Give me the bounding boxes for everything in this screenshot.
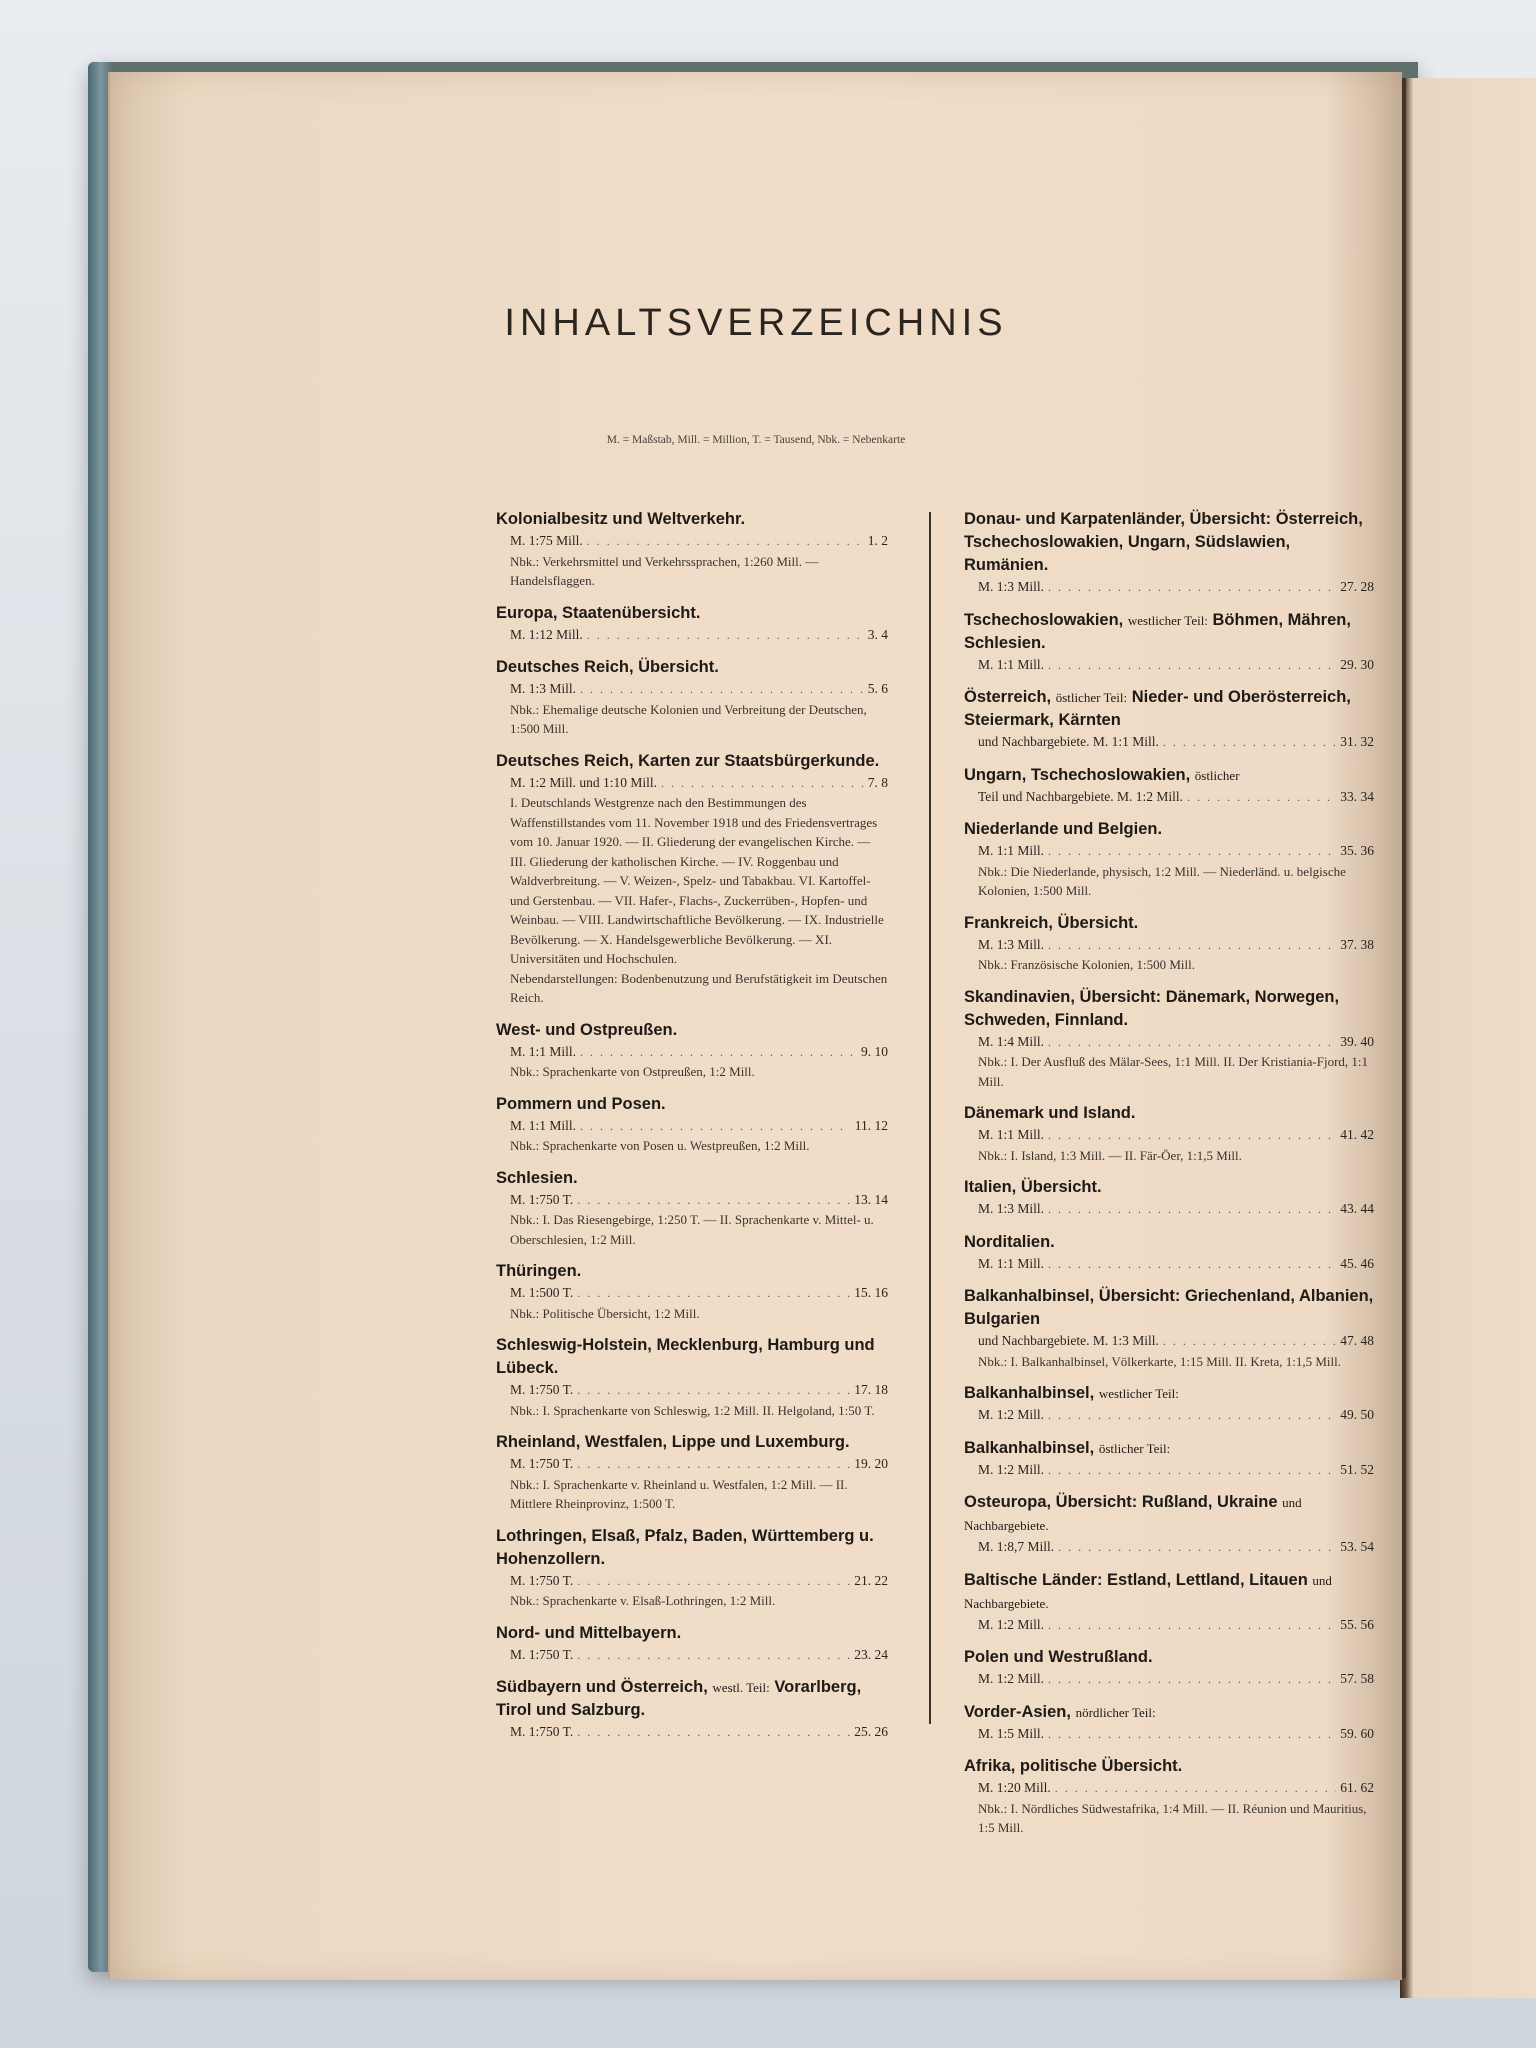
entry-heading xyxy=(964,1646,1374,1669)
entry-heading xyxy=(496,1525,888,1571)
entry-title-note: westlicher Teil: xyxy=(1098,1386,1179,1401)
entry-scale: M. 1:750 T. xyxy=(510,1191,574,1207)
entry-page-numbers: 11. 12 xyxy=(854,1117,888,1133)
entry-heading xyxy=(964,1491,1374,1537)
dot-leader xyxy=(1055,1778,1336,1799)
dot-leader xyxy=(577,1645,850,1666)
entry-scale-line xyxy=(496,773,888,794)
entry-heading xyxy=(496,508,888,531)
entry-scale-line xyxy=(496,1116,888,1137)
entry-scale-line xyxy=(964,1460,1374,1481)
entry-scale-line xyxy=(964,577,1374,598)
entry-heading xyxy=(496,1334,888,1380)
entry-scale-line xyxy=(964,1199,1374,1220)
toc-entry xyxy=(496,1167,888,1250)
entry-scale: M. 1:750 T. xyxy=(510,1646,574,1662)
dot-leader xyxy=(1048,1125,1336,1146)
toc-entry xyxy=(496,1622,888,1666)
entry-scale-line xyxy=(496,1283,888,1304)
entry-scale-line xyxy=(496,1571,888,1592)
toc-entry xyxy=(496,508,888,591)
entry-title: Deutsches Reich, Übersicht. xyxy=(496,658,719,676)
entry-title-note: westl. Teil: xyxy=(712,1680,770,1695)
dot-leader xyxy=(1048,841,1336,862)
entry-page-numbers: 49. 50 xyxy=(1340,1407,1374,1422)
entry-scale: M. 1:3 Mill. xyxy=(510,681,577,696)
toc-entry xyxy=(964,912,1374,975)
toc-entry xyxy=(964,508,1374,598)
entry-subsidiary-maps: Nbk.: Verkehrsmittel und Verkehrssprachen, 1:260 Mill. — Handelsflaggen. xyxy=(510,553,819,588)
entry-title-note: und Nachbargebiete. xyxy=(964,1495,1302,1533)
entry-heading xyxy=(964,986,1374,1032)
entry-page-numbers: 7. 8 xyxy=(867,774,888,790)
toc-entry xyxy=(964,986,1374,1092)
entry-scale-line xyxy=(964,935,1374,956)
entry-title: Tschechoslowakien, xyxy=(964,610,1124,629)
entry-title: Pommern und Posen. xyxy=(496,1094,666,1113)
toc-entry xyxy=(496,1260,888,1323)
entry-scale: M. 1:750 T. xyxy=(510,1456,574,1471)
entry-scale: M. 1:3 Mill. xyxy=(978,936,1045,952)
toc-entry xyxy=(964,764,1374,808)
entry-scale-line xyxy=(496,1380,888,1401)
page-title: INHALTSVERZEICHNIS xyxy=(504,302,1008,344)
entry-page-numbers: 17. 18 xyxy=(854,1382,888,1397)
entry-scale-line xyxy=(496,531,888,552)
entry-scale-line xyxy=(964,787,1374,808)
entry-subsidiary-maps: Nbk.: Französische Kolonien, 1:500 Mill. xyxy=(978,957,1196,972)
entry-scale-line xyxy=(964,1331,1374,1352)
entry-page-numbers: 31. 32 xyxy=(1340,734,1374,749)
toc-entry xyxy=(964,1231,1374,1275)
entry-heading xyxy=(496,656,888,679)
entry-title: Dänemark und Island. xyxy=(964,1104,1136,1122)
toc-entry xyxy=(964,818,1374,901)
entry-scale-line xyxy=(964,1537,1374,1558)
entry-title: Frankreich, Übersicht. xyxy=(964,913,1139,932)
entry-title-note: östlicher Teil: xyxy=(1098,1440,1171,1456)
entry-heading xyxy=(496,1622,888,1645)
entry-page-numbers: 53. 54 xyxy=(1340,1539,1374,1554)
entry-subsidiary-maps: I. Deutschlands Westgrenze nach den Bestimmungen des Waffenstillstandes vom 11. November 1918 und des Friedensvertrages vom 10. Januar 1920. — II. Gliederung der evangelischen Kirche. — III. Gliederung der katholischen Kirche. — IV. Roggenbau und Waldverbreitung. — V. Weizen-, Spelz- und Tabakbau. VI. Kartoffel- und Gerstenbau. — VII. Hafer-, Flachs-, Zuckerrüben-, Hopfen- und Weinbau. — VIII. Landwirtschaftliche Bevölkerung. — IX. Industrielle Bevölkerung. — X. Handelsgewerbliche Bevölkerung. — XI. Universitäten und Hochschulen. xyxy=(510,795,884,966)
entry-additional-maps: Nebendarstellungen: Bodenbenutzung und Berufstätigkeit im Deutschen Reich. xyxy=(510,970,888,1005)
entry-page-numbers: 29. 30 xyxy=(1340,656,1374,672)
entry-page-numbers: 5. 6 xyxy=(867,681,888,696)
entry-scale-line xyxy=(496,1042,888,1063)
toc-entry xyxy=(496,1431,888,1514)
entry-scale: M. 1:1 Mill. xyxy=(978,1127,1045,1142)
entry-heading xyxy=(496,1019,888,1042)
toc-entry xyxy=(964,1102,1374,1165)
entry-title: Vorder-Asien, xyxy=(964,1702,1071,1721)
entry-page-numbers: 59. 60 xyxy=(1340,1725,1374,1741)
toc-entry xyxy=(964,1382,1374,1426)
entry-scale: M. 1:1 Mill. xyxy=(510,1043,577,1059)
entry-heading xyxy=(964,1437,1374,1460)
entry-page-numbers: 37. 38 xyxy=(1340,936,1374,952)
entry-title: Afrika, politische Übersicht. xyxy=(964,1757,1183,1775)
toc-entry xyxy=(964,1701,1374,1745)
entry-heading xyxy=(964,764,1374,787)
entry-title: Schleswig-Holstein, Mecklenburg, Hamburg und Lübeck. xyxy=(496,1336,875,1377)
entry-subsidiary-maps: Nbk.: I. Das Riesengebirge, 1:250 T. — II. Sprachenkarte v. Mittel- u. Oberschlesien, 1:2 Mill. xyxy=(510,1212,874,1247)
entry-subsidiary-maps: Nbk.: I. Island, 1:3 Mill. — II. Fär-Öer, 1:1,5 Mill. xyxy=(978,1147,1242,1163)
entry-scale: M. 1:500 T. xyxy=(510,1285,574,1300)
entry-page-numbers: 43. 44 xyxy=(1340,1201,1374,1216)
dot-leader xyxy=(1048,935,1336,956)
dot-leader xyxy=(577,1722,850,1743)
entry-scale: M. 1:2 Mill. xyxy=(978,1671,1045,1686)
entry-title: Ungarn, Tschechoslowakien, xyxy=(964,765,1191,784)
entry-scale-line xyxy=(964,1669,1374,1690)
dot-leader xyxy=(1048,1405,1336,1426)
entry-scale-line xyxy=(964,1615,1374,1636)
dot-leader xyxy=(577,1380,850,1401)
toc-entry xyxy=(964,1755,1374,1838)
entry-scale-line xyxy=(964,1724,1374,1745)
entry-title-note: westlicher Teil: xyxy=(1127,612,1208,628)
dot-leader xyxy=(577,1283,850,1304)
entry-scale-line xyxy=(964,1778,1374,1799)
entry-scale: M. 1:3 Mill. xyxy=(978,1201,1045,1216)
entry-title: Skandinavien, Übersicht: Dänemark, Norwegen, Schweden, Finnland. xyxy=(964,987,1340,1029)
entry-scale: M. 1:750 T. xyxy=(510,1724,574,1739)
entry-subsidiary-maps: Nbk.: Die Niederlande, physisch, 1:2 Mill. — Niederländ. u. belgische Kolonien, 1:500 Mill. xyxy=(978,863,1346,898)
entry-heading xyxy=(964,1701,1374,1724)
entry-scale-line xyxy=(496,1645,888,1666)
toc-entry xyxy=(496,656,888,739)
facing-page xyxy=(1400,78,1536,1998)
toc-entry xyxy=(496,602,888,646)
dot-leader xyxy=(1163,1331,1336,1352)
entry-scale: M. 1:1 Mill. xyxy=(978,656,1045,672)
toc-entry xyxy=(496,1525,888,1611)
entry-page-numbers: 57. 58 xyxy=(1340,1671,1374,1686)
entry-scale-line xyxy=(964,732,1374,753)
dot-leader xyxy=(1048,577,1336,598)
dot-leader xyxy=(661,773,864,794)
entry-heading xyxy=(964,1231,1374,1254)
entry-scale: M. 1:750 T. xyxy=(510,1572,574,1588)
toc-entry xyxy=(964,1569,1374,1636)
entry-page-numbers: 25. 26 xyxy=(854,1724,888,1739)
contents-page xyxy=(108,72,1402,1980)
entry-scale-line xyxy=(964,1254,1374,1275)
entry-title: Italien, Übersicht. xyxy=(964,1178,1102,1196)
entry-scale: M. 1:20 Mill. xyxy=(978,1780,1051,1795)
entry-page-numbers: 19. 20 xyxy=(854,1456,888,1471)
entry-title: Norditalien. xyxy=(964,1232,1055,1251)
toc-entry xyxy=(964,1437,1374,1481)
toc-entry xyxy=(496,750,888,1008)
entry-page-numbers: 39. 40 xyxy=(1340,1033,1374,1049)
dot-leader xyxy=(1163,732,1336,753)
left-column xyxy=(496,508,888,1754)
entry-page-numbers: 1. 2 xyxy=(867,533,888,548)
entry-scale-line xyxy=(964,655,1374,676)
entry-scale: M. 1:5 Mill. xyxy=(978,1725,1045,1741)
entry-page-numbers: 55. 56 xyxy=(1340,1616,1374,1632)
entry-scale: und Nachbargebiete. M. 1:1 Mill. xyxy=(978,734,1159,749)
entry-scale: und Nachbargebiete. M. 1:3 Mill. xyxy=(978,1333,1159,1348)
entry-page-numbers: 3. 4 xyxy=(867,626,888,642)
entry-heading xyxy=(496,1167,888,1190)
column-divider xyxy=(929,512,931,1724)
entry-scale-line xyxy=(964,1032,1374,1053)
entry-title-note: östlicher Teil: xyxy=(1055,690,1128,705)
entry-title: Niederlande und Belgien. xyxy=(964,820,1163,838)
entry-title: Schlesien. xyxy=(496,1168,578,1187)
entry-subsidiary-maps: Nbk.: I. Der Ausfluß des Mälar-Sees, 1:1 Mill. II. Der Kristiania-Fjord, 1:1 Mill. xyxy=(978,1054,1369,1089)
toc-entry xyxy=(496,1334,888,1420)
entry-scale: M. 1:75 Mill. xyxy=(510,533,583,548)
dot-leader xyxy=(577,1454,850,1475)
entry-heading xyxy=(496,1676,888,1722)
dot-leader xyxy=(1048,655,1336,676)
entry-heading xyxy=(964,609,1374,655)
dot-leader xyxy=(587,531,864,552)
right-column xyxy=(964,508,1374,1849)
entry-page-numbers: 47. 48 xyxy=(1340,1333,1374,1348)
entry-subsidiary-maps: Nbk.: I. Balkanhalbinsel, Völkerkarte, 1:15 Mill. II. Kreta, 1:1,5 Mill. xyxy=(978,1353,1341,1369)
entry-scale: M. 1:3 Mill. xyxy=(978,579,1045,594)
entry-subsidiary-maps: Nbk.: I. Sprachenkarte v. Rheinland u. Westfalen, 1:2 Mill. — II. Mittlere Rheinprovinz, 1:500 T. xyxy=(510,1476,848,1511)
entry-scale-line xyxy=(964,1125,1374,1146)
entry-scale-line xyxy=(496,625,888,646)
dot-leader xyxy=(1048,1669,1336,1690)
entry-heading xyxy=(964,1382,1374,1405)
entry-title: Polen und Westrußland. xyxy=(964,1648,1153,1666)
entry-title: Rheinland, Westfalen, Lippe und Luxemburg. xyxy=(496,1433,850,1451)
entry-scale: M. 1:2 Mill. und 1:10 Mill. xyxy=(510,774,658,790)
entry-heading xyxy=(964,912,1374,935)
entry-title: Nord- und Mittelbayern. xyxy=(496,1623,682,1642)
entry-title: Balkanhalbinsel, xyxy=(964,1384,1095,1402)
entry-heading xyxy=(496,1431,888,1454)
dot-leader xyxy=(1187,787,1336,808)
entry-scale: M. 1:2 Mill. xyxy=(978,1407,1045,1422)
entry-title: Südbayern und Österreich, xyxy=(496,1678,708,1696)
entry-title-note: und Nachbargebiete. xyxy=(964,1572,1332,1611)
entry-subsidiary-maps: Nbk.: I. Nördliches Südwestafrika, 1:4 Mill. — II. Réunion und Mauritius, 1:5 Mill. xyxy=(978,1800,1367,1835)
entry-scale: M. 1:750 T. xyxy=(510,1382,574,1397)
entry-page-numbers: 35. 36 xyxy=(1340,843,1374,858)
entry-subsidiary-maps: Nbk.: Ehemalige deutsche Kolonien und Verbreitung der Deutschen, 1:500 Mill. xyxy=(510,701,867,736)
entry-title-note: nördlicher Teil: xyxy=(1075,1704,1156,1720)
entry-subsidiary-maps: Nbk.: Sprachenkarte v. Elsaß-Lothringen, 1:2 Mill. xyxy=(510,1593,776,1608)
entry-title: Donau- und Karpatenländer, Übersicht: Österreich, Tschechoslowakien, Ungarn, Südslawien, Rumänien. xyxy=(964,510,1363,574)
entry-page-numbers: 33. 34 xyxy=(1340,788,1374,804)
entry-page-numbers: 13. 14 xyxy=(854,1191,888,1207)
dot-leader xyxy=(587,625,864,646)
entry-heading xyxy=(496,1093,888,1116)
entry-scale: M. 1:2 Mill. xyxy=(978,1616,1045,1632)
entry-subsidiary-maps: Nbk.: Sprachenkarte von Ostpreußen, 1:2 Mill. xyxy=(510,1064,755,1079)
entry-title-continued: Nieder- und Oberösterreich, Steiermark, Kärnten xyxy=(964,688,1351,729)
entry-page-numbers: 61. 62 xyxy=(1340,1780,1374,1795)
entry-scale-line xyxy=(496,1454,888,1475)
dot-leader xyxy=(580,1116,851,1137)
entry-title: West- und Ostpreußen. xyxy=(496,1020,678,1039)
dot-leader xyxy=(1048,1032,1336,1053)
entry-title: Baltische Länder: Estland, Lettland, Litauen xyxy=(964,1570,1308,1589)
entry-subsidiary-maps: Nbk.: Sprachenkarte von Posen u. Westpreußen, 1:2 Mill. xyxy=(510,1138,810,1153)
entry-title: Balkanhalbinsel, Übersicht: Griechenland, Albanien, Bulgarien xyxy=(964,1287,1374,1328)
entry-scale: M. 1:4 Mill. xyxy=(978,1033,1045,1049)
entry-scale: Teil und Nachbargebiete. M. 1:2 Mill. xyxy=(978,788,1184,804)
entry-page-numbers: 21. 22 xyxy=(854,1572,888,1588)
toc-entry xyxy=(496,1093,888,1156)
dot-leader xyxy=(580,1042,857,1063)
entry-title: Lothringen, Elsaß, Pfalz, Baden, Württemberg u. Hohenzollern. xyxy=(496,1526,874,1568)
entry-subsidiary-maps: Nbk.: I. Sprachenkarte von Schleswig, 1:2 Mill. II. Helgoland, 1:50 T. xyxy=(510,1402,875,1418)
dot-leader xyxy=(1048,1615,1336,1636)
entry-heading xyxy=(964,818,1374,841)
toc-entry xyxy=(496,1676,888,1743)
entry-heading xyxy=(964,1176,1374,1199)
entry-page-numbers: 41. 42 xyxy=(1340,1127,1374,1142)
entry-scale: M. 1:1 Mill. xyxy=(978,1255,1045,1271)
entry-title: Thüringen. xyxy=(496,1262,582,1280)
abbreviation-legend: M. = Maßstab, Mill. = Million, T. = Tausend, Nbk. = Nebenkarte xyxy=(606,434,906,446)
entry-subsidiary-maps: Nbk.: Politische Übersicht, 1:2 Mill. xyxy=(510,1305,700,1321)
entry-heading xyxy=(964,1285,1374,1331)
toc-entry xyxy=(964,1646,1374,1690)
entry-page-numbers: 27. 28 xyxy=(1340,579,1374,594)
entry-page-numbers: 15. 16 xyxy=(854,1285,888,1300)
entry-scale-line xyxy=(496,1190,888,1211)
dot-leader xyxy=(1048,1199,1336,1220)
toc-entry xyxy=(496,1019,888,1082)
dot-leader xyxy=(580,679,864,700)
entry-scale: M. 1:2 Mill. xyxy=(978,1461,1045,1477)
entry-heading xyxy=(964,1755,1374,1778)
toc-entry xyxy=(964,1285,1374,1371)
entry-heading xyxy=(496,602,888,625)
entry-scale: M. 1:8,7 Mill. xyxy=(978,1539,1055,1554)
entry-scale-line xyxy=(964,1405,1374,1426)
entry-title-continued: Böhmen, Mähren, Schlesien. xyxy=(964,610,1351,652)
toc-entry xyxy=(964,686,1374,753)
entry-scale: M. 1:1 Mill. xyxy=(978,843,1045,858)
entry-title: Balkanhalbinsel, xyxy=(964,1438,1095,1457)
toc-entry xyxy=(964,1491,1374,1558)
entry-title: Europa, Staatenübersicht. xyxy=(496,603,701,622)
entry-title: Osteuropa, Übersicht: Rußland, Ukraine xyxy=(964,1493,1278,1511)
dot-leader xyxy=(1048,1724,1336,1745)
entry-title-continued: Vorarlberg, Tirol und Salzburg. xyxy=(496,1678,862,1719)
entry-heading xyxy=(964,1569,1374,1615)
entry-heading xyxy=(964,686,1374,732)
entry-scale-line xyxy=(496,679,888,700)
toc-entry xyxy=(964,609,1374,676)
entry-scale: M. 1:12 Mill. xyxy=(510,626,583,642)
entry-title-note: östlicher xyxy=(1194,767,1240,783)
entry-heading xyxy=(964,508,1374,577)
dot-leader xyxy=(577,1571,850,1592)
entry-title: Kolonialbesitz und Weltverkehr. xyxy=(496,510,746,528)
entry-page-numbers: 9. 10 xyxy=(861,1043,888,1059)
entry-page-numbers: 45. 46 xyxy=(1340,1255,1374,1271)
dot-leader xyxy=(1048,1460,1336,1481)
entry-scale-line xyxy=(496,1722,888,1743)
toc-entry xyxy=(964,1176,1374,1220)
entry-heading xyxy=(964,1102,1374,1125)
dot-leader xyxy=(1048,1254,1336,1275)
entry-title: Österreich, xyxy=(964,688,1052,706)
entry-page-numbers: 51. 52 xyxy=(1340,1461,1374,1477)
entry-scale: M. 1:1 Mill. xyxy=(510,1117,577,1133)
entry-heading xyxy=(496,1260,888,1283)
entry-scale-line xyxy=(964,841,1374,862)
dot-leader xyxy=(577,1190,850,1211)
entry-title: Deutsches Reich, Karten zur Staatsbürgerkunde. xyxy=(496,751,880,770)
entry-page-numbers: 23. 24 xyxy=(854,1646,888,1662)
dot-leader xyxy=(1058,1537,1336,1558)
entry-heading xyxy=(496,750,888,773)
